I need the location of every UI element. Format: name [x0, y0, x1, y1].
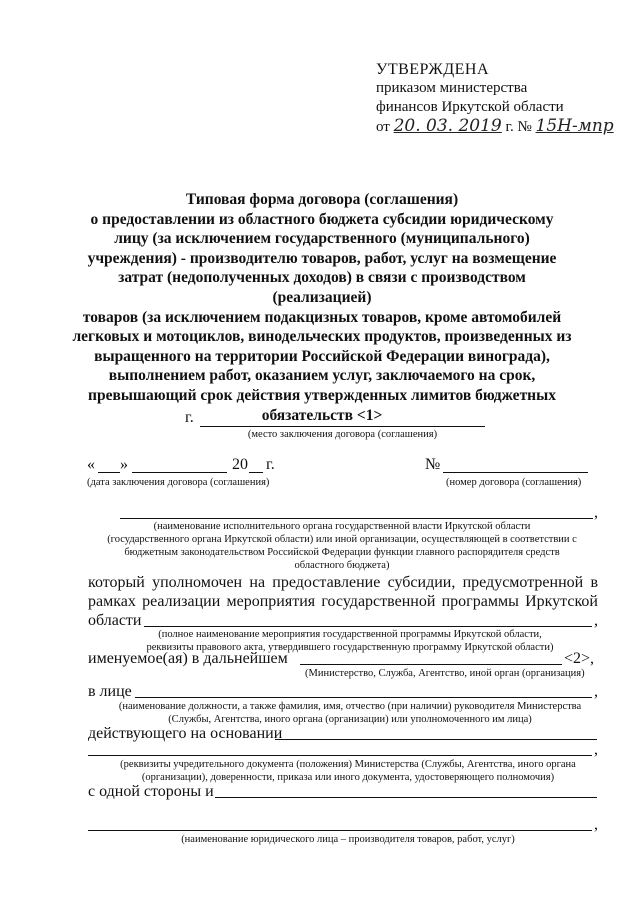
one-side-label: с одной стороны и — [88, 783, 214, 800]
approval-block — [376, 60, 614, 137]
position-caption-line-1: (наименование должности, а также фамилия, имя, отчество (при наличии) руководителя Министерства — [118, 701, 582, 712]
place-line — [200, 426, 485, 427]
title-line: выращенного на территории Российской Федерации винограда), — [94, 347, 550, 365]
title-line: учреждения) - производителю товаров, работ, услуг на возмещение — [87, 249, 557, 267]
date-caption: (дата заключения договора (соглашения) — [87, 477, 270, 488]
approval-date-handwritten: 20. 03. 2019 — [393, 116, 502, 136]
oblasti-label: области — [88, 612, 142, 629]
title-line: лицу (за исключением государственного (муниципального) — [114, 230, 530, 248]
contract-number-line — [443, 472, 588, 473]
event-caption-line-1: (полное наименование мероприятия государственной программы Иркутской области, — [158, 629, 542, 640]
title-line: о предоставлении из областного бюджета субсидии юридическому — [90, 210, 554, 228]
doc-caption-line-1: (реквизиты учредительного документа (положения) Министерства (Службы, Агентства, иного органа — [120, 759, 576, 770]
approval-g-no: г. № — [505, 119, 532, 135]
number-caption: (номер договора (соглашения) — [446, 477, 582, 488]
executive-body-caption — [82, 520, 602, 572]
event-caption-line-2: реквизиты правового акта, утвердившего государственную программу Иркутской области) — [146, 642, 554, 653]
doc-caption-line-2: (организации), доверенности, приказа или иного документа, удостоверяющего полномочия) — [141, 772, 555, 783]
place-prefix: г. — [185, 409, 194, 426]
date-quote-close: » — [120, 456, 128, 473]
approval-number-handwritten: 15Н-мпр — [535, 116, 614, 136]
one-side-line — [215, 797, 597, 798]
authorized-line-2: рамках реализации мероприятия государственной программы Иркутской — [88, 593, 598, 610]
comma-1: , — [594, 504, 598, 521]
note-2-ref: <2>, — [564, 650, 595, 667]
acting-label: действующего на основании — [88, 725, 283, 742]
acting-line-2 — [88, 755, 592, 756]
document-title — [72, 190, 572, 425]
hereinafter-label: именуемое(ая) в дальнейшем — [88, 650, 288, 667]
approval-ot: от — [376, 119, 390, 135]
approval-line-1: приказом министерства — [376, 80, 528, 96]
approval-date-line — [376, 117, 614, 137]
ministry-caption: (Министерство, Служба, Агентство, иной орган (организация) — [305, 668, 585, 679]
title-line: затрат (недополученных доходов) в связи с производством (реализацией) — [118, 269, 526, 306]
title-line: Типовая форма договора (соглашения) — [185, 191, 459, 208]
title-line: превышающий срок действия утвержденных лимитов бюджетных — [88, 386, 556, 404]
doc-caption — [88, 758, 608, 784]
executive-caption-line-1: (наименование исполнительного органа государственной власти Иркутской области — [153, 521, 531, 532]
executive-caption-line-2: (государственного органа Иркутской области) или иной организации, осуществляющей в соответствии с — [107, 534, 577, 545]
legal-entity-line — [88, 830, 592, 831]
title-line: легковых и мотоциклов, винодельческих продуктов, произведенных из — [72, 328, 572, 346]
executive-body-line — [120, 518, 593, 519]
hereinafter-line — [300, 664, 562, 665]
year-prefix: 20 — [232, 456, 248, 473]
number-sign: № — [425, 456, 441, 473]
approval-heading: УТВЕРЖДЕНА — [376, 61, 490, 78]
comma-4: , — [594, 741, 598, 758]
place-caption: (место заключения договора (соглашения) — [247, 429, 438, 440]
title-line: выполнением работ, оказанием услуг, заключаемого на срок, — [108, 367, 536, 385]
year-line — [249, 472, 263, 473]
title-line: обязательств <1> — [261, 406, 383, 424]
position-caption-line-2: (Службы, Агентства, иного органа (организации) или уполномоченного им лица) — [168, 714, 532, 725]
in-person-label: в лице — [88, 683, 132, 700]
acting-line — [275, 739, 597, 740]
legal-entity-caption: (наименование юридического лица – производителя товаров, работ, услуг) — [181, 834, 515, 845]
authorized-line-1: который уполномочен на предоставление субсидии, предусмотренной в — [88, 574, 598, 591]
event-line — [144, 626, 592, 627]
comma-2: , — [594, 612, 598, 629]
comma-5: , — [594, 816, 598, 833]
title-line: товаров (за исключением подакцизных товаров, кроме автомобилей — [82, 308, 562, 326]
approval-line-2: финансов Иркутской области — [376, 99, 564, 115]
date-quote-open: « — [87, 456, 95, 473]
executive-caption-line-3: бюджетным законодательством Российской Федерации функции главного распорядителя средств — [124, 547, 560, 558]
month-line — [132, 472, 227, 473]
executive-caption-line-4: областного бюджета) — [294, 560, 390, 571]
in-person-line — [135, 697, 592, 698]
comma-3: , — [594, 683, 598, 700]
position-caption — [95, 700, 605, 726]
year-suffix: г. — [266, 456, 275, 473]
day-line — [98, 472, 120, 473]
